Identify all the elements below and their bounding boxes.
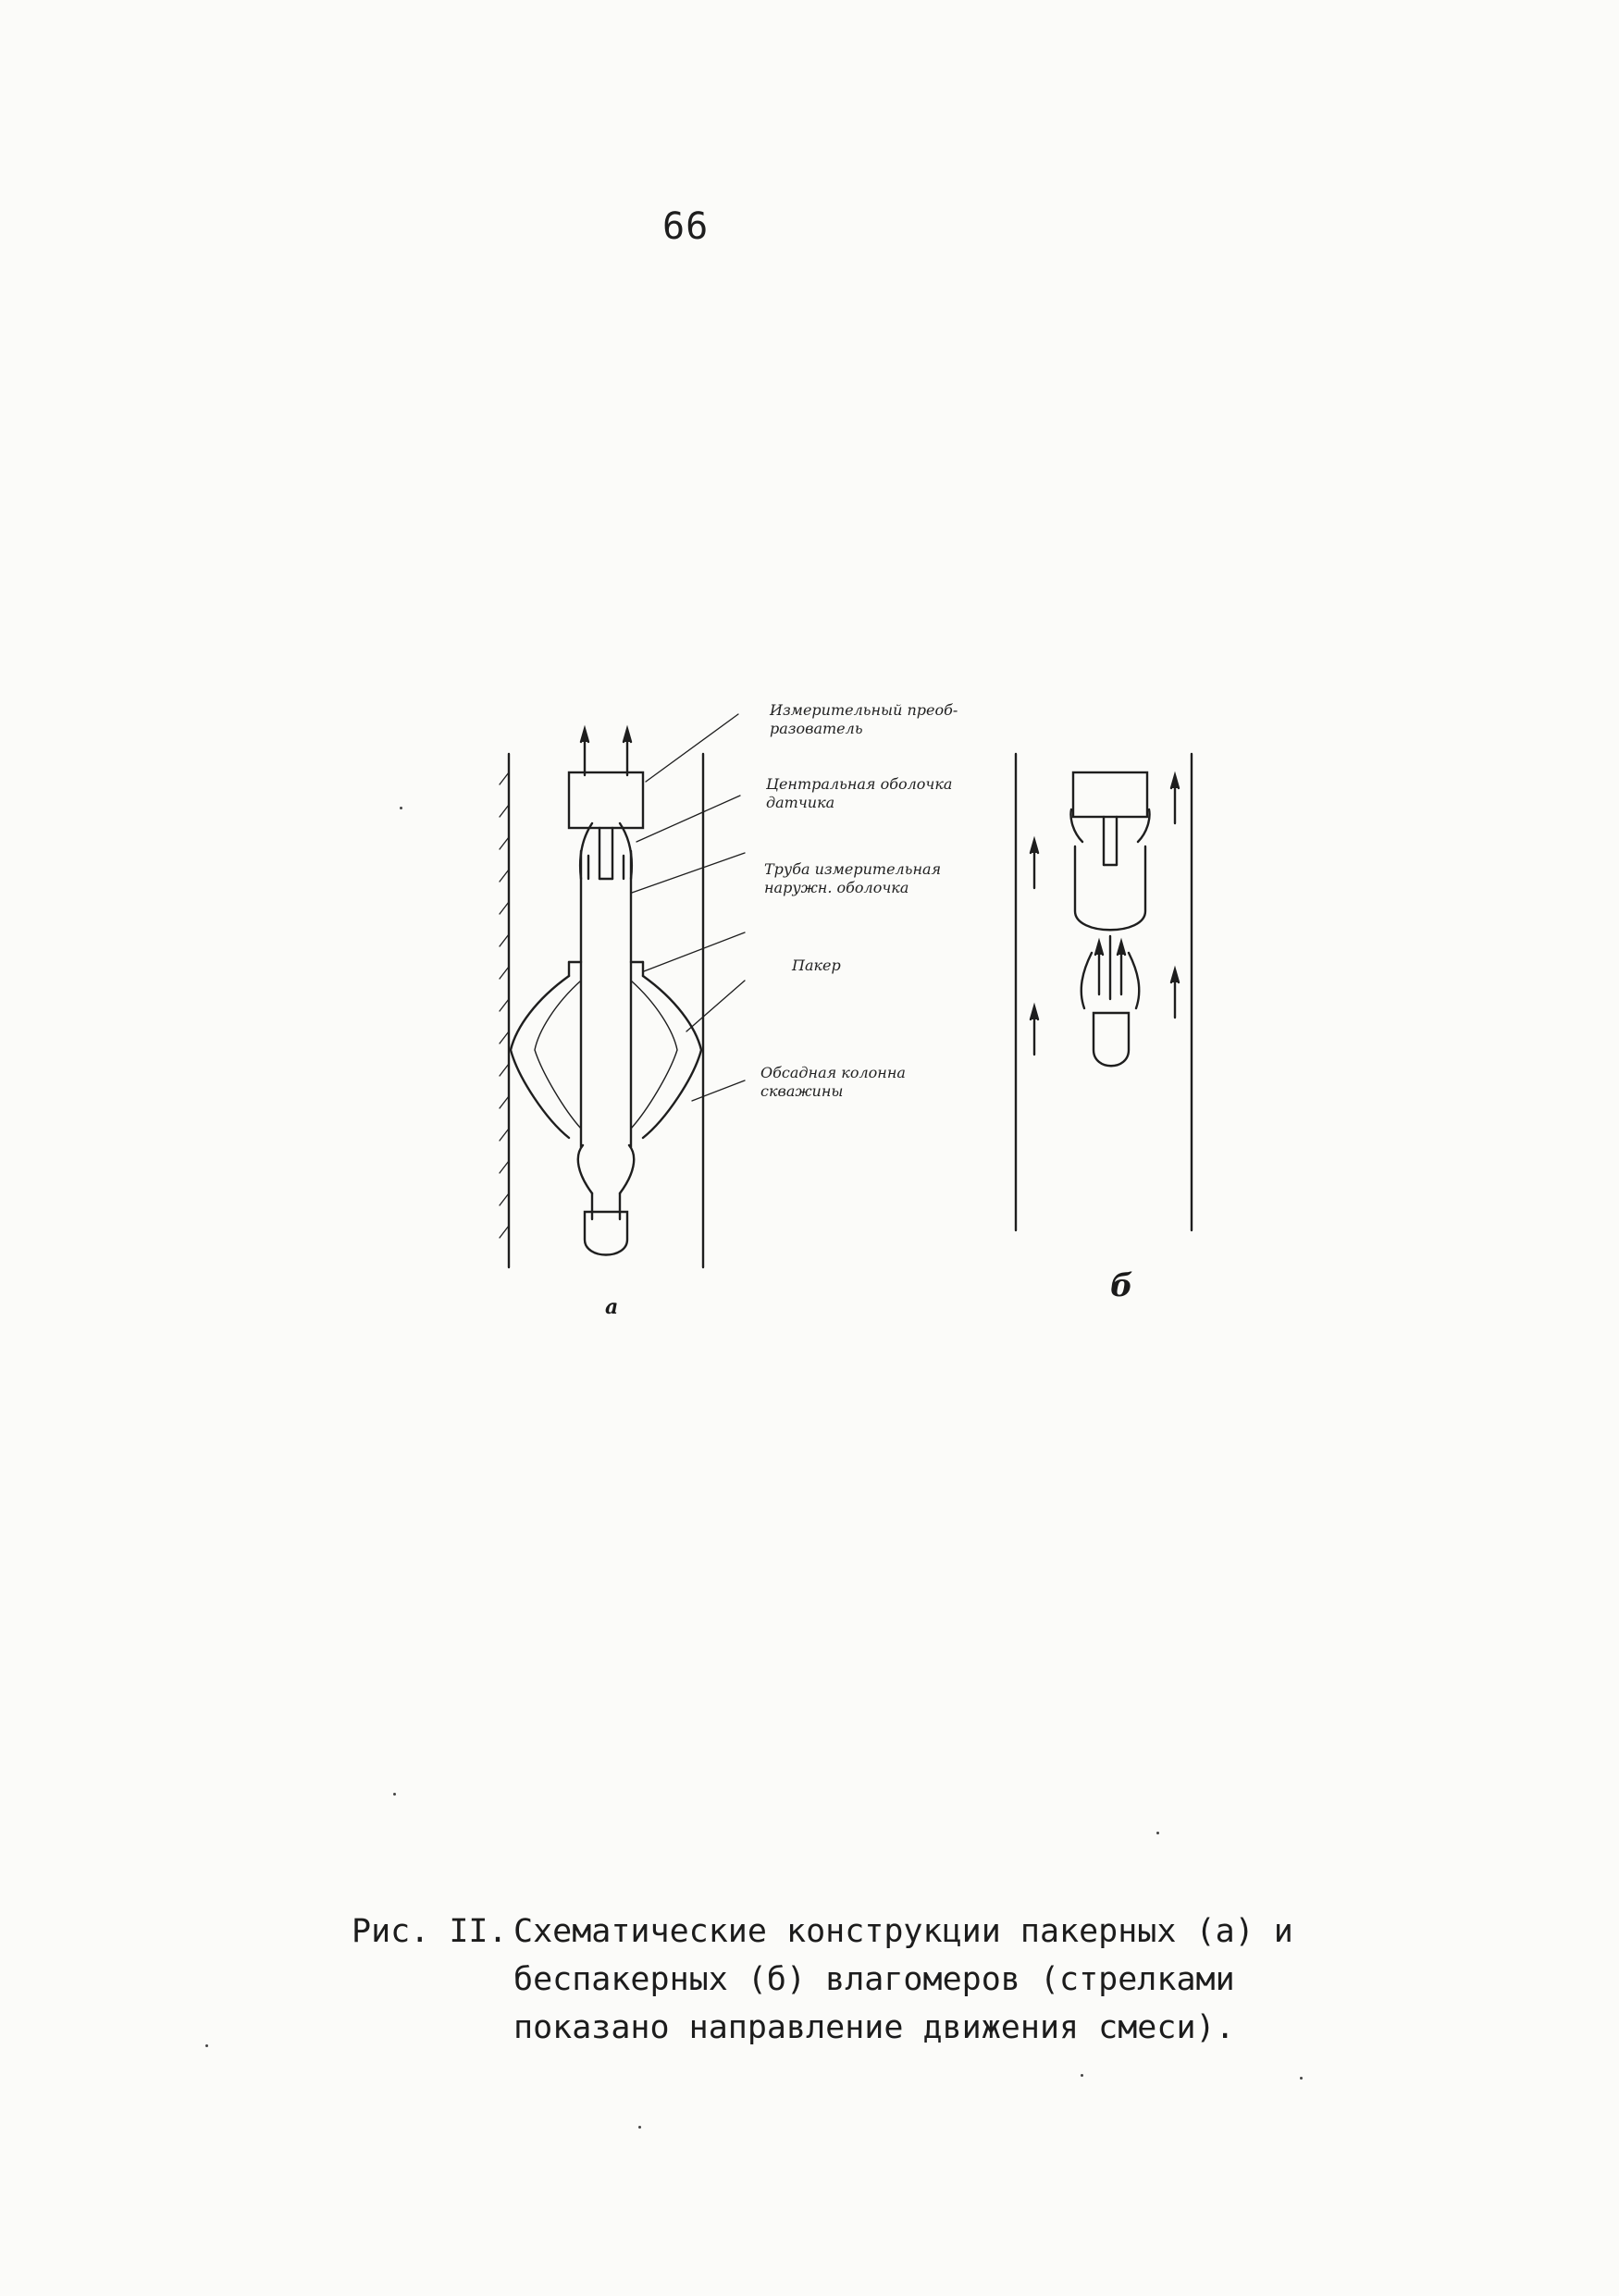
transducer-a [569,772,643,828]
sublabel-a: а [605,1295,619,1319]
sublabel-b: б [1110,1267,1133,1304]
figure-diagram [481,694,1221,1341]
scan-speck [1081,2074,1083,2077]
caption-line-1: Схематические конструкции пакерных (а) и [513,1913,1293,1950]
callout-transducer: Измерительный преоб- разователь [770,701,958,737]
scan-speck [1156,1832,1159,1834]
scan-speck [393,1793,396,1796]
page-number: 66 [662,205,710,248]
packer-left-a [511,976,569,1138]
caption-line-2: беспакерных (б) влагомеров (стрелками [513,1961,1235,1998]
scan-speck [1300,2077,1303,2080]
sensor-bulb-b [1094,1013,1129,1066]
callout-packer: Пакер [792,957,841,974]
callout-casing: Обсадная колонна скважины [760,1064,906,1100]
callout-measuring-tube: Труба измерительная наружн. оболочка [764,860,942,896]
scan-speck [400,807,402,809]
tube-b [1075,846,1145,930]
scan-speck [638,2126,641,2129]
transducer-b [1073,772,1147,817]
callout-central-shell: Центральная оболочка датчика [766,775,953,811]
caption-line-3: показано направление движения смеси). [513,2009,1235,2046]
caption-lead: Рис. II. [352,1913,508,1950]
scan-speck [205,2044,208,2047]
figure-caption [352,1907,1295,2052]
packer-right-a [643,976,701,1138]
